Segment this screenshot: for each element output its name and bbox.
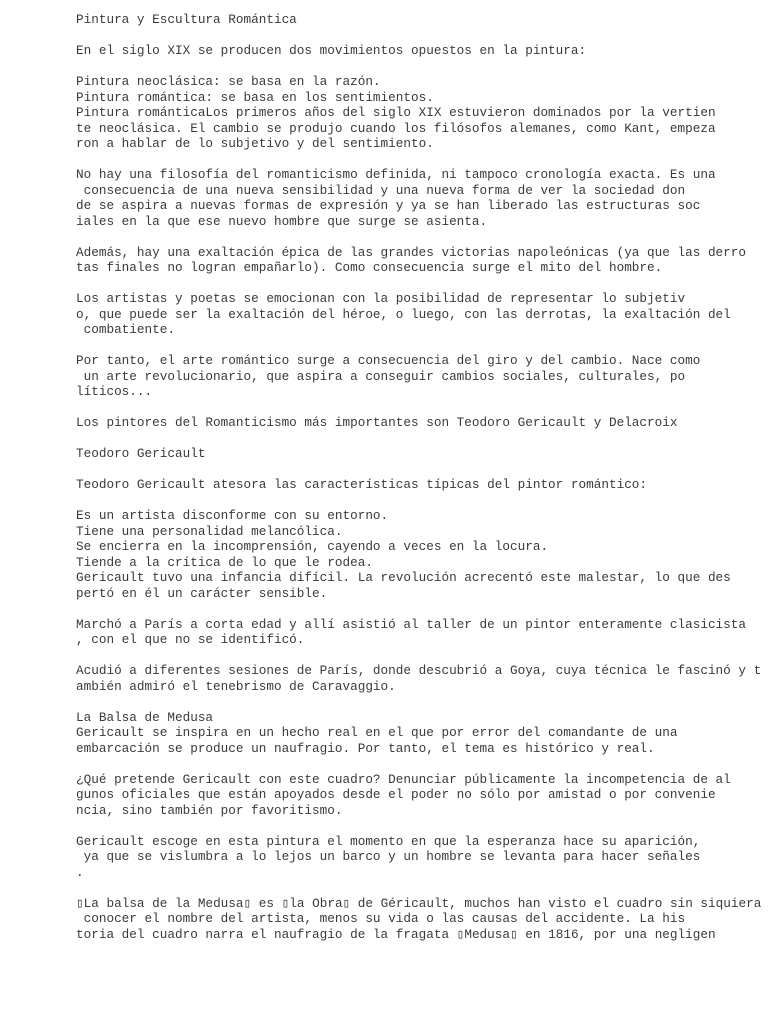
text-line: Los pintores del Romanticismo más importantes son Teodoro Gericault y Delacroix	[76, 415, 678, 430]
paragraph	[76, 477, 756, 493]
text-line: ¿Qué pretende Gericault con este cuadro? Denunciar públicamente la incompetencia de al	[76, 771, 731, 787]
text-line: Gericault se inspira en un hecho real en el que por error del comandante de una	[76, 725, 678, 740]
text-line: Se encierra en la incomprensión, cayendo a veces en la locura.	[76, 539, 549, 554]
text-line: embarcación se produce un naufragio. Por tanto, el tema es histórico y real.	[76, 740, 655, 756]
paragraph	[76, 415, 756, 431]
paragraph	[76, 617, 756, 648]
text-line: ambién admiró el tenebrismo de Caravaggio.	[76, 678, 396, 694]
text-line: conocer el nombre del artista, menos su vida o las causas del accidente. La his	[76, 911, 686, 926]
text-line: , con el que no se identificó.	[76, 632, 305, 647]
paragraph	[76, 43, 756, 59]
text-line: Tiende a la crítica de lo que le rodea.	[76, 554, 373, 570]
text-line: Los artistas y poetas se emocionan con la posibilidad de representar lo subjetiv	[76, 291, 686, 306]
document-title	[76, 12, 756, 28]
text-line: La Balsa de Medusa	[76, 709, 214, 725]
text-line: Tiene una personalidad melancólica.	[76, 523, 343, 539]
paragraph	[76, 74, 756, 152]
text-line: pertó en él un carácter sensible.	[76, 585, 328, 601]
paragraph	[76, 291, 756, 338]
paragraph	[76, 772, 756, 819]
paragraph	[76, 710, 756, 757]
section-heading	[76, 446, 756, 462]
text-line: consecuencia de una nueva sensibilidad y una nueva forma de ver la sociedad don	[76, 182, 686, 198]
text-line: un arte revolucionario, que aspira a conseguir cambios sociales, culturales, po	[76, 368, 686, 384]
paragraph	[76, 508, 756, 601]
paragraph	[76, 834, 756, 881]
text-line: Además, hay una exaltación épica de las grandes victorias napoleónicas (ya que las derro	[76, 244, 747, 260]
paragraph	[76, 167, 756, 229]
text-line: líticos...	[76, 384, 153, 399]
text-line: de se aspira a nuevas formas de expresión y ya se han liberado las estructuras soc	[76, 198, 701, 213]
text-line: ncia, sino también por favoritismo.	[76, 802, 343, 818]
text-line: te neoclásica. El cambio se produjo cuando los filósofos alemanes, como Kant, empeza	[76, 120, 716, 136]
text-line: gunos oficiales que están apoyados desde el poder no sólo por amistad o por convenie	[76, 787, 716, 802]
text-line: o, que puede ser la exaltación del héroe, o luego, con las derrotas, la exaltación del	[76, 306, 731, 322]
text-line: ya que se vislumbra a lo lejos un barco y un hombre se levanta para hacer señales	[76, 849, 701, 864]
text-line: combatiente.	[76, 322, 175, 337]
text-line: Es un artista disconforme con su entorno.	[76, 508, 389, 523]
text-line: Pintura románticaLos primeros años del siglo XIX estuvieron dominados por la vertien	[76, 105, 716, 120]
text-line: Pintura neoclásica: se basa en la razón.	[76, 74, 381, 89]
paragraph	[76, 245, 756, 276]
paragraph	[76, 895, 762, 943]
text-line: Teodoro Gericault	[76, 446, 206, 461]
text-line: Gericault escoge en esta pintura el momento en que la esperanza hace su aparición,	[76, 833, 701, 849]
text-line: Por tanto, el arte romántico surge a consecuencia del giro y del cambio. Nace como	[76, 353, 701, 368]
text-line: No hay una filosofía del romanticismo definida, ni tampoco cronología exacta. Es una	[76, 167, 716, 182]
text-line: Marchó a París a corta edad y allí asistió al taller de un pintor enteramente clasicista	[76, 616, 747, 632]
text-line: toria del cuadro narra el naufragio de la fragata ▯Medusa▯ en 1816, por una negligen	[76, 926, 716, 942]
text-line: Pintura y Escultura Romántica	[76, 12, 297, 27]
text-line: Teodoro Gericault atesora las características típicas del pintor romántico:	[76, 477, 648, 492]
text-line: Pintura romántica: se basa en los sentimientos.	[76, 89, 434, 105]
text-line: ron a hablar de lo subjetivo y del sentimiento.	[76, 136, 434, 151]
text-line: tas finales no logran empañarlo). Como consecuencia surge el mito del hombre.	[76, 260, 663, 275]
text-line: Acudió a diferentes sesiones de París, donde descubrió a Goya, cuya técnica le fascinó y t	[76, 663, 762, 678]
text-line: iales en la que ese nuevo hombre que surge se asienta.	[76, 213, 488, 229]
paragraph	[76, 353, 756, 400]
text-line: En el siglo XIX se producen dos movimientos opuestos en la pintura:	[76, 43, 587, 58]
text-line: .	[76, 864, 84, 880]
text-line: ▯La balsa de la Medusa▯ es ▯la Obra▯ de Géricault, muchos han visto el cuadro sin siquiera	[76, 895, 762, 911]
document-page	[76, 12, 762, 958]
text-line: Gericault tuvo una infancia difícil. La revolución acrecentó este malestar, lo que des	[76, 570, 731, 585]
paragraph	[76, 663, 762, 694]
